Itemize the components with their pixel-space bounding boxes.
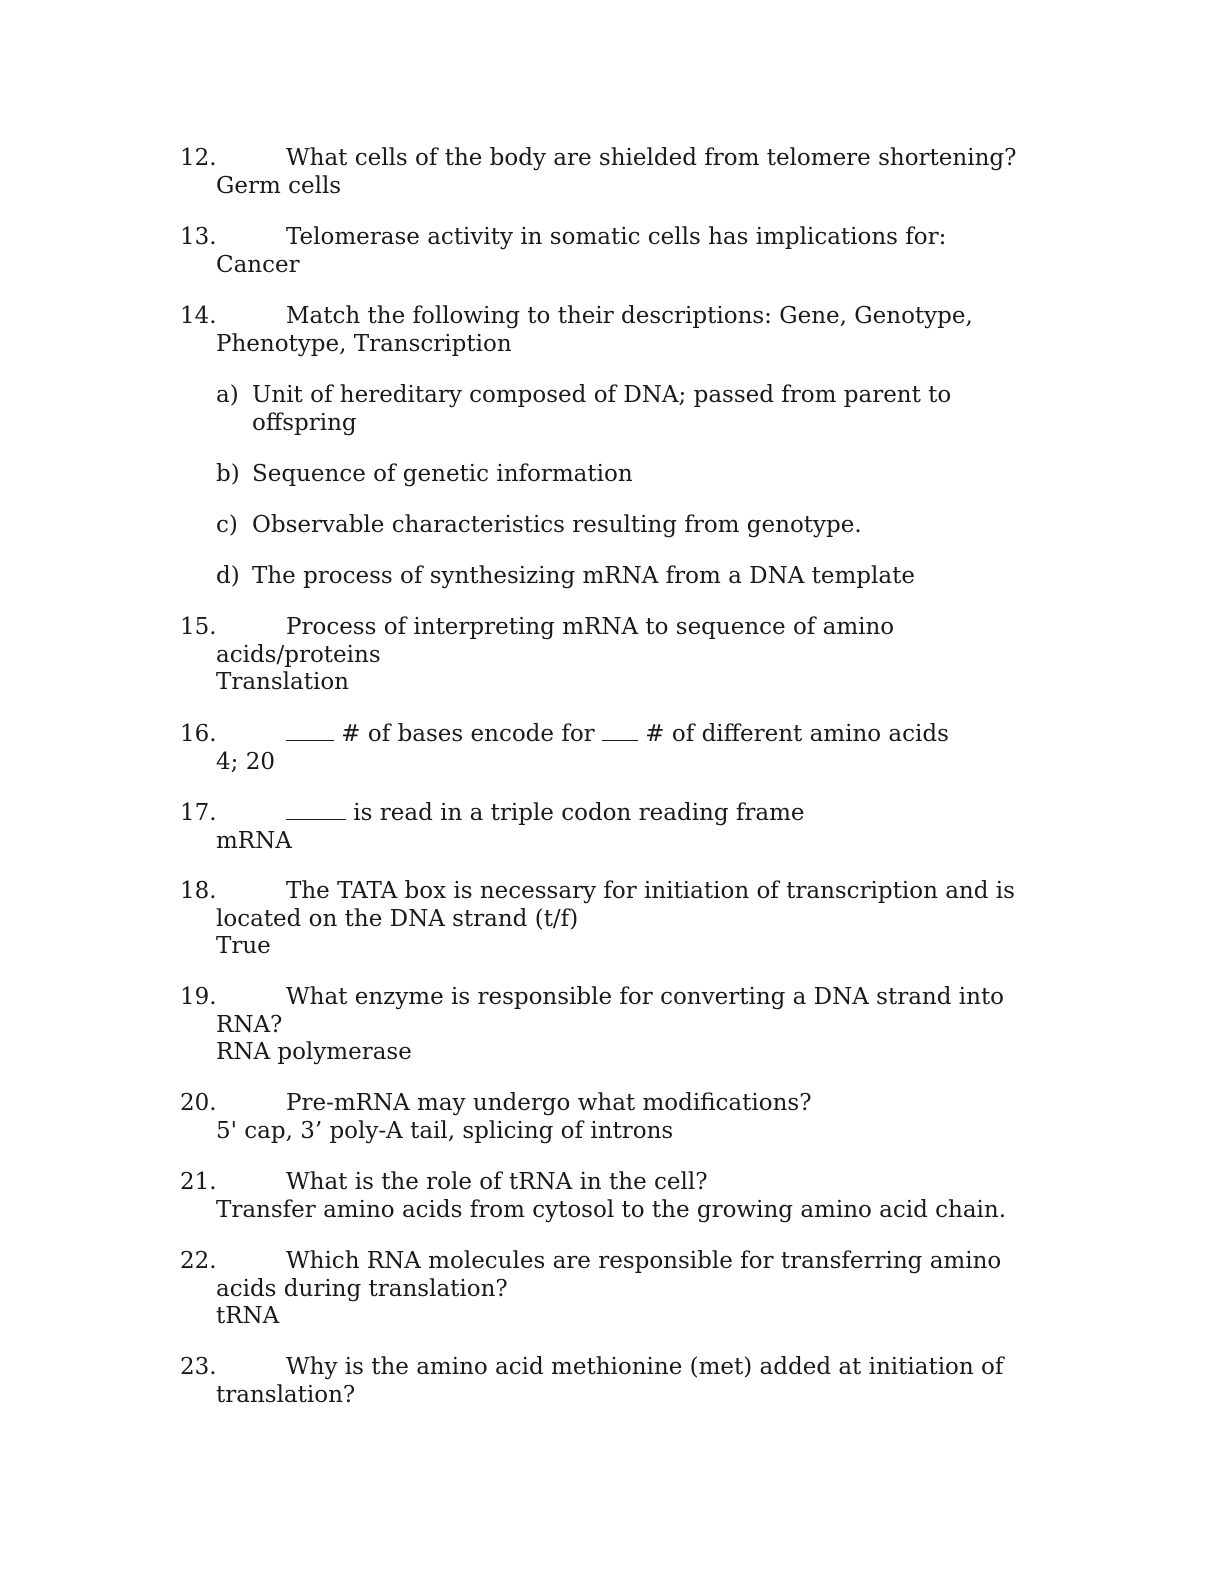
question-number: 14. [180,303,217,329]
question-number: 18. [180,878,217,904]
question-13 [180,224,1060,279]
question-18 [180,878,1060,961]
question-text-continued: located on the DNA strand (t/f) [216,905,579,932]
question-number: 13. [180,224,217,250]
question-number: 15. [180,614,217,640]
question-number: 17. [180,800,217,826]
question-text: Pre-mRNA may undergo what modifications? [286,1090,812,1116]
question-text: # of different amino acids [638,721,949,747]
match-item-b [216,461,1016,489]
question-22 [180,1248,1060,1331]
question-text-continued: acids/proteins [216,641,381,668]
question-text: Match the following to their descriptions: Gene, Genotype, [286,303,973,329]
question-number: 20. [180,1090,217,1116]
question-number: 19. [180,984,217,1010]
answer-text: Transfer amino acids from cytosol to the growing amino acid chain. [216,1196,1007,1223]
question-12 [180,145,1060,200]
item-text: Unit of hereditary composed of DNA; passed from parent to [252,382,952,408]
item-letter: b) [216,461,240,487]
answer-text: 4; 20 [216,748,275,775]
question-text: What cells of the body are shielded from telomere shortening? [286,145,1017,171]
question-16 [180,720,1060,776]
question-text-continued: translation? [216,1381,356,1408]
answer-text: Germ cells [216,172,342,199]
question-14 [180,303,1060,358]
item-text: Sequence of genetic information [252,461,633,487]
question-text: Process of interpreting mRNA to sequence of amino [286,614,895,640]
question-text: # of bases encode for [334,721,602,747]
question-text-continued: Phenotype, Transcription [216,330,512,357]
question-number: 22. [180,1248,217,1274]
fill-in-blank [286,720,334,741]
answer-text: Translation [216,669,349,695]
fill-in-blank [286,799,346,820]
answer-text: RNA polymerase [216,1039,412,1065]
question-number: 21. [180,1169,217,1195]
match-item-c [216,512,1016,540]
question-text: Telomerase activity in somatic cells has implications for: [286,224,947,250]
question-text: Why is the amino acid methionine (met) added at initiation of [286,1354,1004,1380]
question-20 [180,1090,1060,1145]
question-text: The TATA box is necessary for initiation of transcription and is [286,878,1015,904]
question-text: What enzyme is responsible for converting a DNA strand into [286,984,1005,1010]
question-text: What is the role of tRNA in the cell? [286,1169,708,1195]
match-item-d [216,563,1016,591]
question-text: is read in a triple codon reading frame [346,800,805,826]
question-text: Which RNA molecules are responsible for transferring amino [286,1248,1002,1274]
question-15 [180,614,1060,697]
fill-in-blank [602,720,638,741]
answer-text: tRNA [216,1303,280,1329]
answer-text: mRNA [216,827,292,854]
answer-text: Cancer [216,251,300,278]
question-number: 12. [180,145,217,171]
question-17 [180,799,1060,855]
item-text-continued: offspring [252,409,357,436]
question-23 [180,1354,1060,1409]
question-number: 23. [180,1354,217,1380]
answer-text: 5' cap, 3’ poly-A tail, splicing of introns [216,1117,674,1144]
item-letter: a) [216,382,239,408]
item-letter: c) [216,512,238,538]
question-number: 16. [180,721,217,747]
answer-text: True [216,933,271,959]
question-21 [180,1169,1060,1224]
item-letter: d) [216,563,240,589]
question-text-continued: acids during translation? [216,1275,508,1302]
item-text: Observable characteristics resulting from genotype. [252,512,862,538]
question-text-continued: RNA? [216,1011,283,1038]
item-text: The process of synthesizing mRNA from a DNA template [252,563,915,589]
match-item-a [216,382,1016,437]
question-19 [180,984,1060,1067]
